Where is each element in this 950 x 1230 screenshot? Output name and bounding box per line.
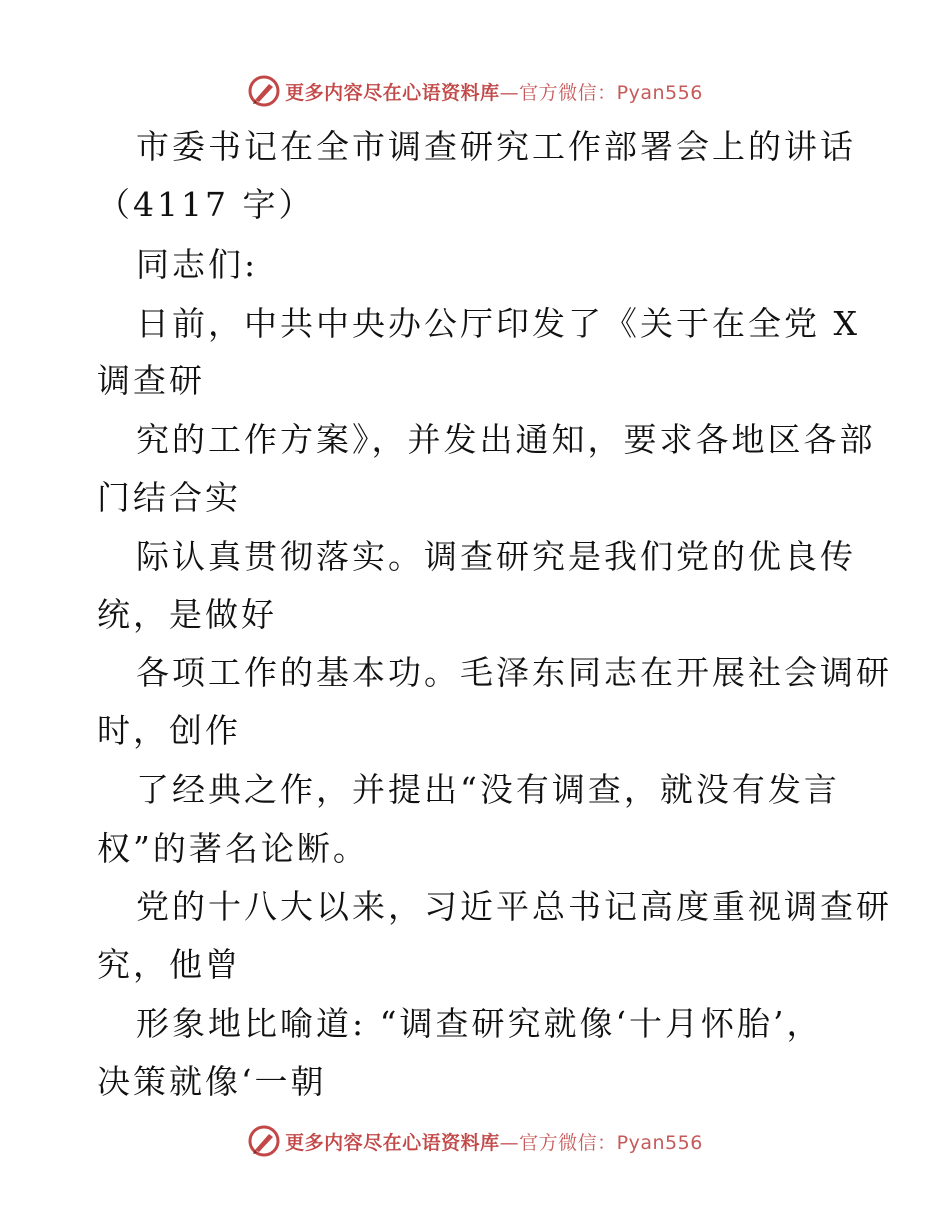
banner-main-text: 更多内容尽在心语资料库 bbox=[285, 81, 500, 104]
text-line: 究，他曾 bbox=[97, 945, 241, 984]
text-line: 形象地比喻道: “调查研究就像‘十月怀胎’， bbox=[136, 1004, 823, 1043]
banner-separator: — bbox=[499, 81, 520, 104]
text-line: 究的工作方案》，并发出通知，要求各地区各部 bbox=[136, 420, 876, 459]
text-line: 门结合实 bbox=[97, 478, 241, 517]
text-line: 权”的著名论断。 bbox=[97, 829, 369, 868]
banner-text bbox=[285, 1128, 703, 1155]
pen-logo-icon bbox=[247, 1124, 281, 1158]
text-line: 决策就像‘一朝 bbox=[97, 1062, 327, 1101]
text-line: 统，是做好 bbox=[97, 595, 277, 634]
text-line: 际认真贯彻落实。调查研究是我们党的优良传 bbox=[136, 537, 856, 576]
text-line: 了经典之作，并提出“没有调查，就没有发言 bbox=[136, 770, 840, 809]
banner-wechat-text: 官方微信：Pyan556 bbox=[519, 1131, 703, 1154]
text-line: 时，创作 bbox=[97, 711, 241, 750]
header-banner bbox=[0, 71, 950, 111]
text-line: 日前，中共中央办公厅印发了《关于在全党 X bbox=[136, 304, 860, 343]
text-line: 各项工作的基本功。毛泽东同志在开展社会调研 bbox=[136, 653, 892, 692]
text-line: 同志们: bbox=[136, 245, 259, 284]
text-line: 调查研 bbox=[97, 361, 205, 400]
banner-separator: — bbox=[499, 1131, 520, 1154]
text-line: 党的十八大以来，习近平总书记高度重视调查研 bbox=[136, 887, 892, 926]
banner-main-text: 更多内容尽在心语资料库 bbox=[285, 1131, 500, 1154]
pen-logo-icon bbox=[247, 74, 281, 108]
banner-text bbox=[285, 78, 703, 105]
footer-banner bbox=[0, 1121, 950, 1161]
banner-wechat-text: 官方微信：Pyan556 bbox=[519, 81, 703, 104]
doc-title: 市委书记在全市调查研究工作部署会上的讲话 bbox=[136, 127, 856, 166]
doc-word-count: （4117 字） bbox=[97, 185, 315, 224]
